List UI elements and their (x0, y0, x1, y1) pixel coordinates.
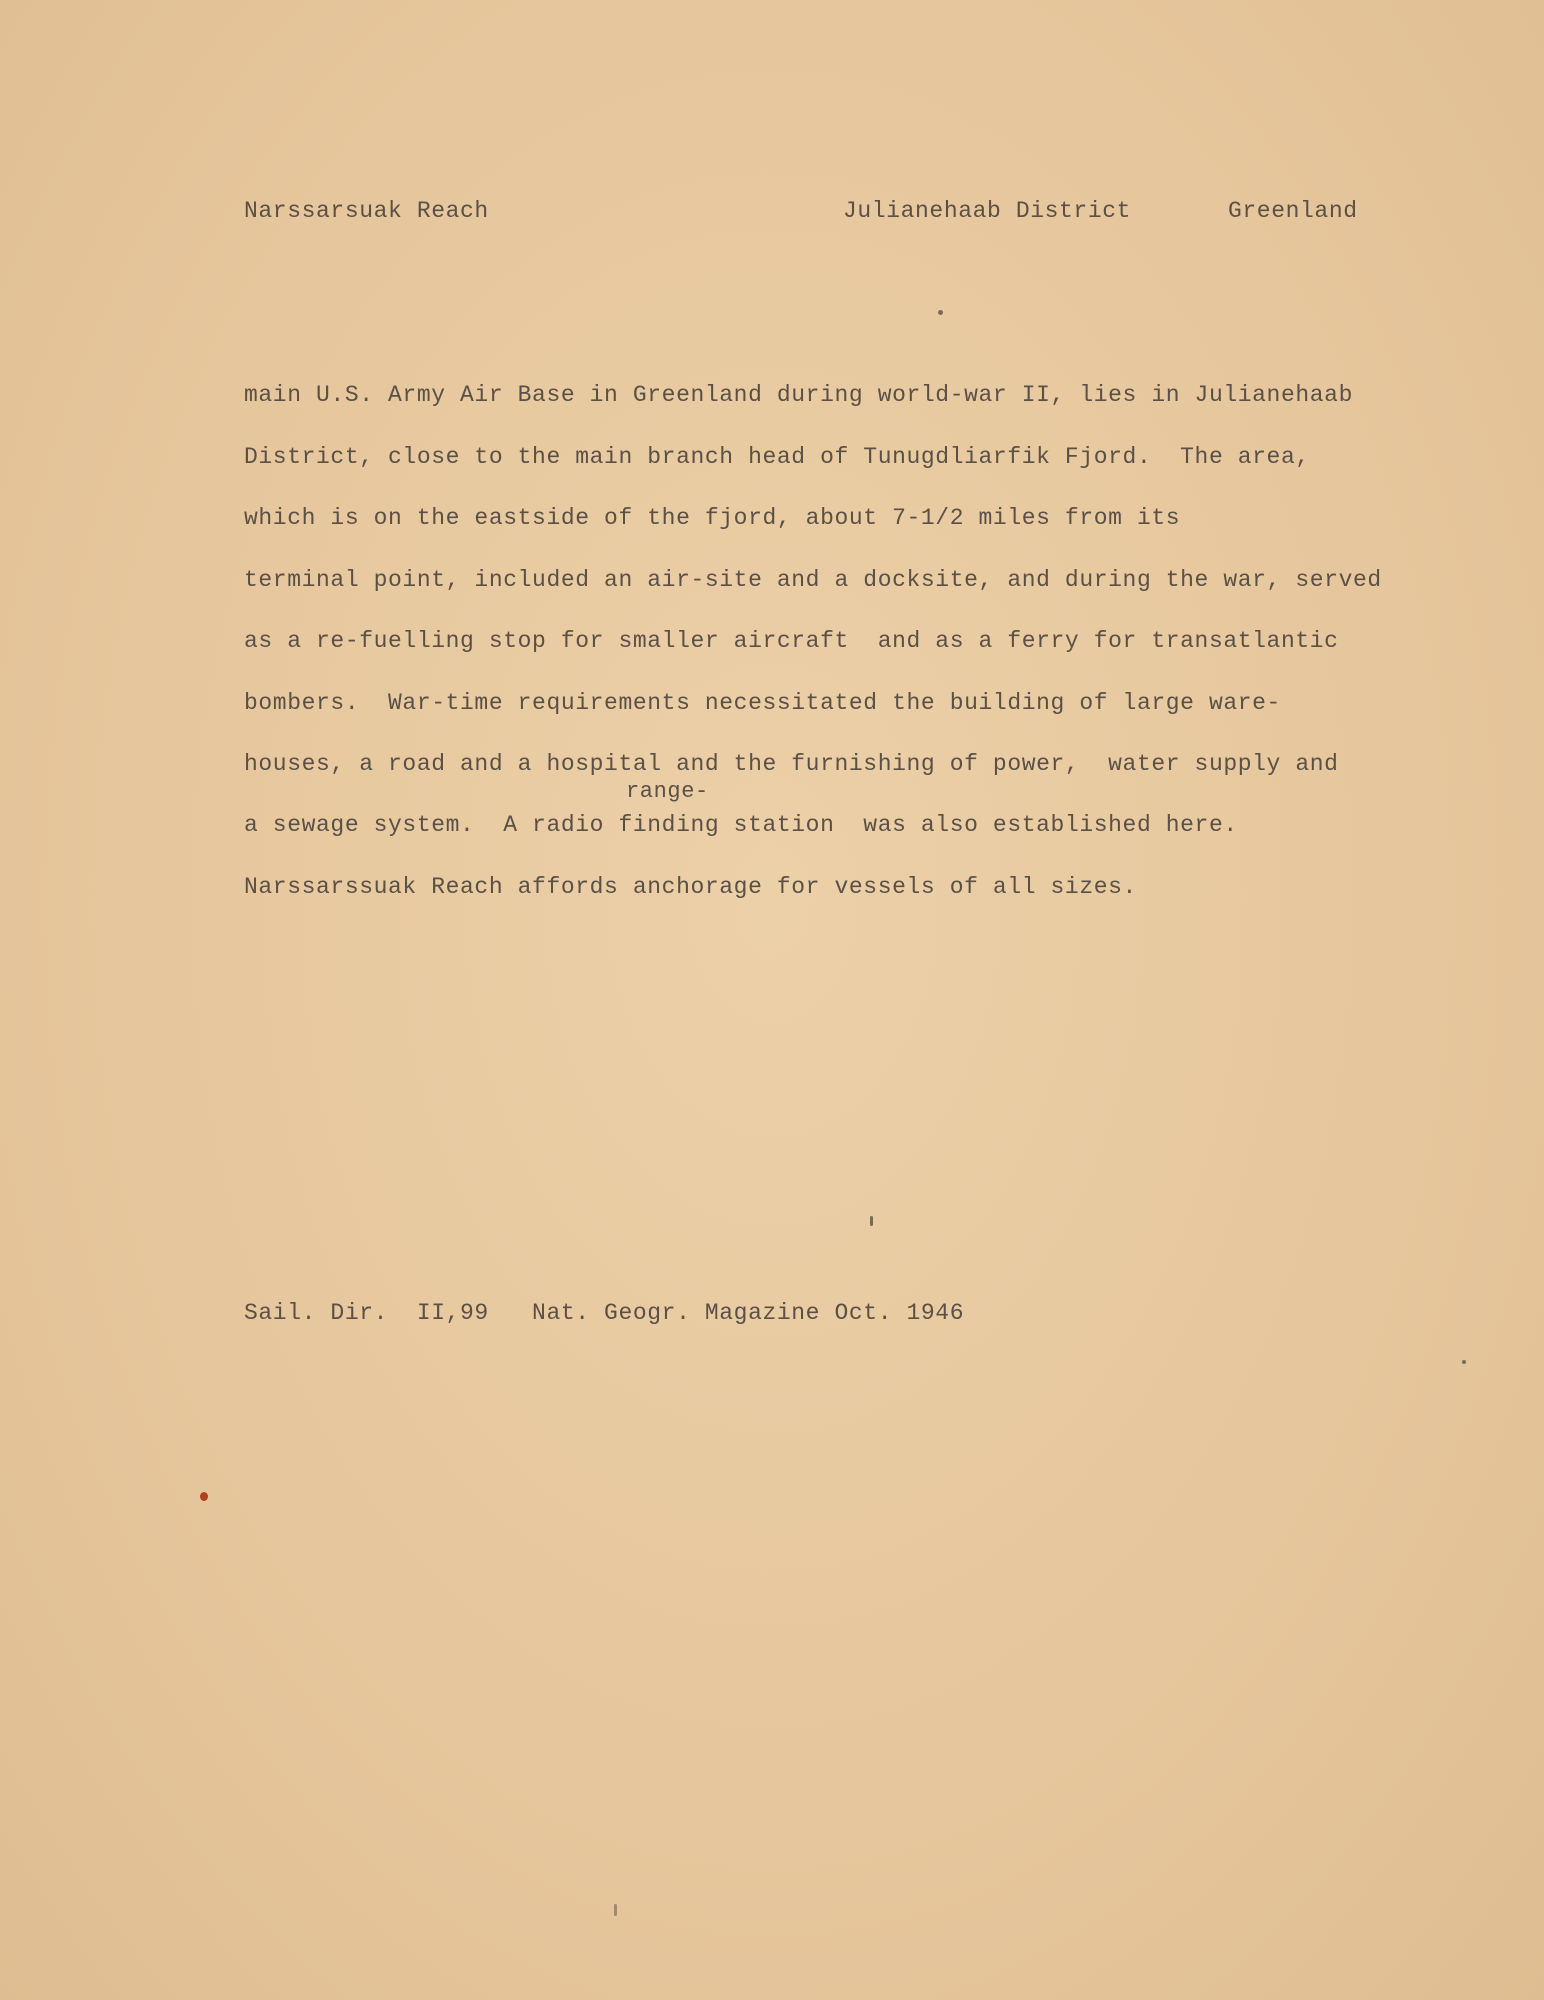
source-citation: Sail. Dir. II,99 Nat. Geogr. Magazine Oct. 1946 (244, 1300, 965, 1326)
body-line: houses, a road and a hospital and the furnishing of power, water supply and (244, 751, 1339, 777)
paper-speck (938, 310, 943, 315)
paper-speck (614, 1904, 617, 1916)
body-line: Narssarssuak Reach affords anchorage for vessels of all sizes. (244, 874, 1137, 900)
body-line: as a re-fuelling stop for smaller aircraft and as a ferry for transatlantic (244, 628, 1339, 654)
header-country: Greenland (1228, 198, 1358, 224)
paper-speck (200, 1492, 208, 1501)
body-line: bombers. War-time requirements necessitated the building of large ware- (244, 690, 1281, 716)
typed-insertion: range- (626, 779, 709, 804)
header-place: Narssarsuak Reach (244, 198, 489, 224)
body-line: main U.S. Army Air Base in Greenland during world-war II, lies in Julianehaab (244, 382, 1353, 408)
body-line: District, close to the main branch head of Tunugdliarfik Fjord. The area, (244, 444, 1310, 470)
paper-speck (1462, 1360, 1466, 1364)
header-district: Julianehaab District (843, 198, 1132, 224)
paper-speck (870, 1216, 873, 1226)
body-line: terminal point, included an air-site and a docksite, and during the war, served (244, 567, 1382, 593)
body-line: which is on the eastside of the fjord, about 7-1/2 miles from its (244, 505, 1181, 531)
body-line: a sewage system. A radio finding station was also established here. (244, 812, 1238, 838)
